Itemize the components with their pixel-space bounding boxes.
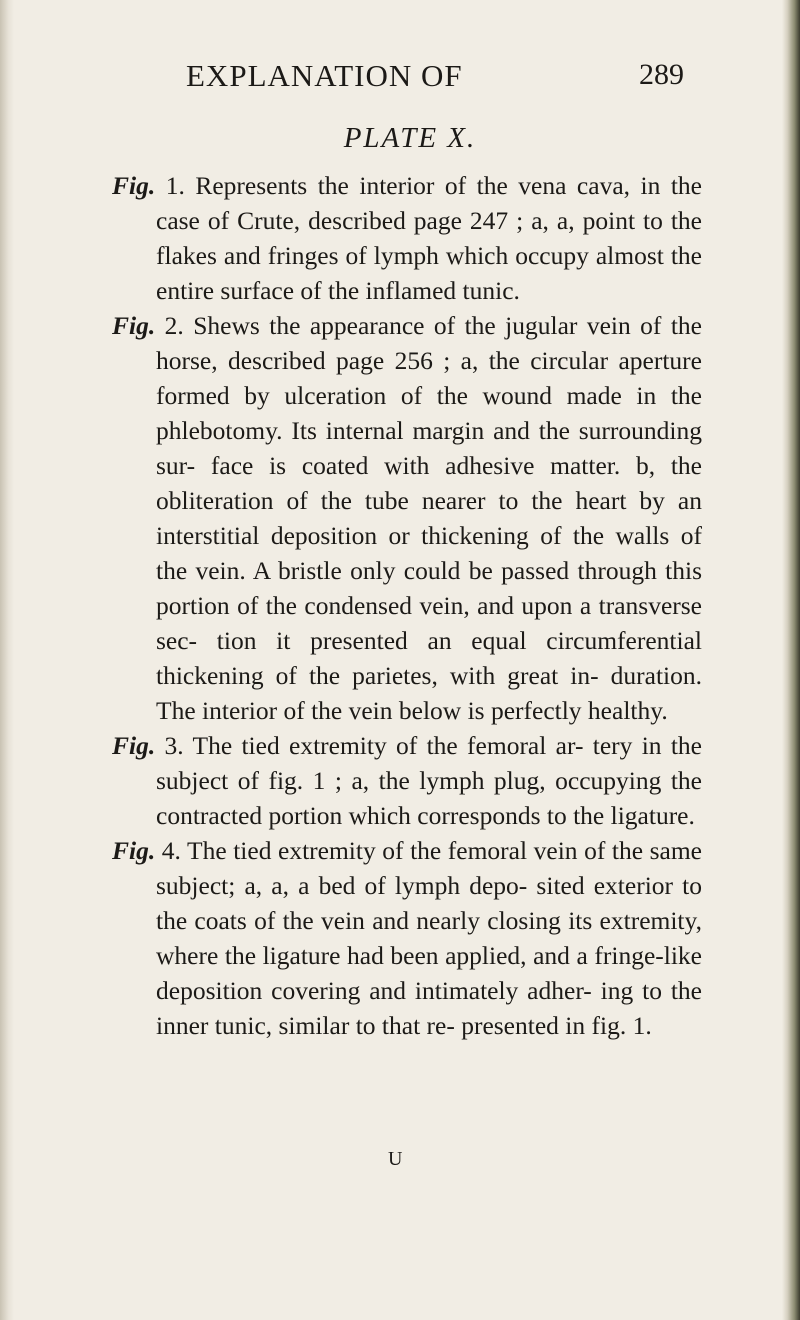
- figure-label: Fig.: [112, 731, 156, 760]
- figure-label: Fig.: [112, 311, 156, 340]
- signature-mark: U: [388, 1148, 403, 1170]
- figure-text: 2. Shews the appearance of the jugular vein of the horse, described page 256 ; a, the circular aperture formed by ulceration of the wound made in the phlebotomy. Its internal margin and the surrounding sur- face is coated with adhesive matter. b, the obliteration of the tube nearer to the heart by an interstitial deposition or thickening of the walls of the vein. A bristle only could be passed through this portion of the condensed vein, and upon a transverse sec- tion it presented an equal circumferential thickening of the parietes, with great in- duration. The interior of the vein below is perfectly healthy.: [156, 311, 702, 725]
- page-number: 289: [639, 58, 684, 91]
- figure-text: 4. The tied extremity of the femoral vein of the same subject; a, a, a bed of lymph depo- sited exterior to the coats of the vein and nearly closing its extremity, where the ligature had been applied, and a fringe-like deposition covering and intimately adher- ing to the inner tunic, similar to that re- presented in fig. 1.: [156, 836, 703, 1040]
- figure-entry-1: [112, 168, 702, 308]
- running-head: EXPLANATION OF: [186, 58, 463, 93]
- figure-entry-2: [112, 308, 702, 728]
- figure-text: 3. The tied extremity of the femoral ar- tery in the subject of fig. 1 ; a, the lymph plug, occupying the contracted portion which corresponds to the ligature.: [156, 731, 702, 830]
- plate-title: PLATE X.: [343, 122, 477, 154]
- figure-explanations: [112, 168, 702, 1043]
- figure-text: 1. Represents the interior of the vena cava, in the case of Crute, described page 247 ; a, a, point to the flakes and fringes of lymph which occupy almost the entire surface of the inflamed tunic.: [156, 171, 702, 305]
- page-edge-left: [0, 0, 14, 1320]
- page-edge-right: [782, 0, 800, 1320]
- figure-label: Fig.: [112, 171, 156, 200]
- page-header: [140, 40, 684, 100]
- figure-label: Fig.: [112, 836, 156, 865]
- figure-entry-3: [112, 728, 702, 833]
- figure-entry-4: [112, 833, 702, 1043]
